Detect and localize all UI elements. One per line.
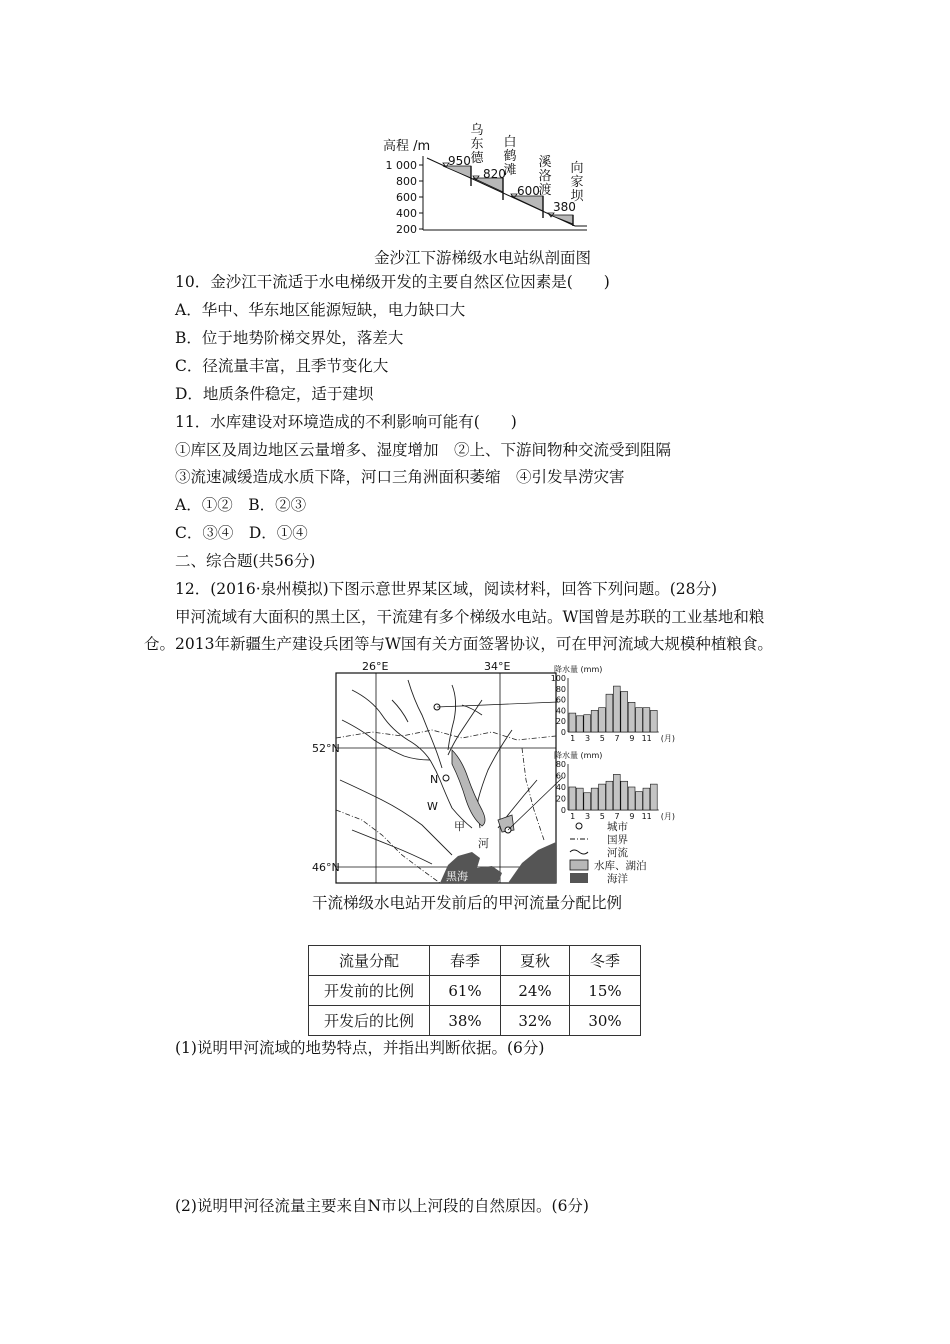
option-10a: A．华中、华东地区能源短缺，电力缺口大 <box>175 301 466 319</box>
chart-x-tick-label: 7 <box>614 734 620 743</box>
legend-reservoir-label: 水库、湖泊 <box>594 860 647 872</box>
elev-xiangjiaba: 380 <box>553 200 576 214</box>
chart-bar <box>569 713 576 732</box>
map-legend <box>570 820 647 885</box>
chart-bar <box>569 787 576 810</box>
profile-caption: 金沙江下游梯级水电站纵剖面图 <box>374 249 592 267</box>
precip-chart-2 <box>554 750 675 821</box>
chart-y-tick-label: 20 <box>555 794 566 804</box>
material-line2: 仓。2013年新疆生产建设兵团等与W国有关方面签署协议，可在甲河流域大规模种植粮食。 <box>144 635 773 653</box>
options-11-cd: C．③④ D．①④ <box>175 524 308 542</box>
chart-bar <box>621 692 628 733</box>
chart-x-tick-label: 9 <box>629 812 635 821</box>
table-header-cell: 流量分配 <box>309 946 430 976</box>
chart-xlabel: (月) <box>660 734 676 743</box>
statements-11-line2: ③流速减缓造成水质下降，河口三角洲面积萎缩 ④引发旱涝灾害 <box>175 468 625 486</box>
table-row <box>309 1006 641 1036</box>
chart-x-tick-label: 11 <box>641 812 652 821</box>
option-10d: D．地质条件稳定，适于建坝 <box>175 385 374 403</box>
chart-x-tick-label: 7 <box>614 812 620 821</box>
question-11: 11．水库建设对环境造成的不利影响可能有( ) <box>175 413 517 431</box>
elev-wudongde: 950 <box>448 154 471 168</box>
chart-bar <box>636 792 643 810</box>
table-row <box>309 976 641 1006</box>
lon-label-34e: 34°E <box>484 660 511 673</box>
chart-bar <box>606 694 613 732</box>
label-jia: 甲 <box>454 820 465 833</box>
chart-x-tick-label: 1 <box>570 812 576 821</box>
station-baihetan-label: 白鹤滩 <box>503 135 517 178</box>
elev-baihetan: 820 <box>483 167 506 181</box>
material-line1: 甲河流域有大面积的黑土区，干流建有多个梯级水电站。W国曾是苏联的工业基地和粮 <box>175 608 765 626</box>
profile-ylabel: 高程 /m <box>383 139 431 154</box>
chart-ylabel: 降水量 (mm) <box>554 665 603 674</box>
chart-x-tick-label: 9 <box>629 734 635 743</box>
legend-sea-label: 海洋 <box>607 873 628 885</box>
station-xiluodu-label: 溪洛渡 <box>538 155 552 198</box>
profile-y-tick: 200 <box>396 223 417 236</box>
legend-sea-icon <box>570 873 588 883</box>
lat-label-46n: 46°N <box>312 861 340 874</box>
chart-y-tick-label: 80 <box>555 760 566 769</box>
table-cell: 30% <box>570 1006 641 1036</box>
label-n: N <box>430 773 439 786</box>
profile-y-tick: 800 <box>396 175 417 188</box>
chart-y-tick-label: 40 <box>555 706 566 716</box>
chart-bar <box>643 788 650 810</box>
lon-label-26e: 26°E <box>362 660 389 673</box>
chart-bar <box>591 710 598 732</box>
elev-xiluodu: 600 <box>517 184 540 198</box>
region-map <box>312 660 682 885</box>
table-header-cell: 夏秋 <box>501 946 570 976</box>
chart-bar <box>606 781 613 810</box>
legend-reservoir-icon <box>570 860 588 870</box>
chart-x-tick-label: 1 <box>570 734 576 743</box>
chart-bar <box>599 784 606 810</box>
chart-bar <box>576 716 583 732</box>
black-sea-label: 黑海 <box>446 870 468 883</box>
chart-y-tick-label: 40 <box>555 783 566 792</box>
chart-x-tick-label: 5 <box>599 812 605 821</box>
table-cell: 61% <box>430 976 501 1006</box>
lat-label-52n: 52°N <box>312 742 340 755</box>
chart-y-tick-label: 0 <box>560 728 566 737</box>
label-w: W <box>427 800 438 813</box>
table-cell: 32% <box>501 1006 570 1036</box>
chart-y-tick-label: 100 <box>550 674 566 683</box>
table-header-cell: 春季 <box>430 946 501 976</box>
chart-y-tick-label: 20 <box>555 717 566 727</box>
chart-bar <box>584 793 591 810</box>
profile-y-tick: 400 <box>396 207 417 220</box>
profile-y-tick: 600 <box>396 191 417 204</box>
station-wudongde-label: 乌东德 <box>470 123 484 166</box>
chart-bar <box>628 787 635 810</box>
legend-city-icon <box>576 823 582 829</box>
chart-bar <box>643 708 650 732</box>
chart-ylabel: 降水量 (mm) <box>554 751 603 760</box>
reservoir-xiluodu <box>511 196 543 211</box>
chart-bar <box>613 686 620 732</box>
option-10b: B．位于地势阶梯交界处，落差大 <box>175 329 404 347</box>
chart-bar <box>621 781 628 810</box>
chart-bar <box>650 710 657 732</box>
chart-xlabel: (月) <box>660 812 676 821</box>
statements-11-line1: ①库区及周边地区云量增多、湿度增加 ②上、下游间物种交流受到阻隔 <box>175 441 672 459</box>
legend-border-label: 国界 <box>607 834 628 846</box>
chart-bar <box>591 788 598 810</box>
table-cell: 38% <box>430 1006 501 1036</box>
legend-city-label: 城市 <box>607 821 628 833</box>
table-cell: 开发后的比例 <box>309 1006 430 1036</box>
section-heading: 二、综合题(共56分) <box>175 552 316 570</box>
chart-bar <box>613 774 620 810</box>
chart-y-tick-label: 60 <box>555 695 566 705</box>
city-n <box>443 775 449 781</box>
sub-question-2: (2)说明甲河径流量主要来自N市以上河段的自然原因。(6分) <box>175 1197 589 1215</box>
table-cell: 24% <box>501 976 570 1006</box>
chart-bar <box>636 708 643 732</box>
profile-figure <box>355 118 605 238</box>
legend-river-icon <box>570 850 588 854</box>
question-12: 12．(2016·泉州模拟)下图示意世界某区域，阅读材料，回答下列问题。(28分) <box>175 580 718 598</box>
legend-river-label: 河流 <box>607 847 628 859</box>
flow-table <box>308 945 641 1036</box>
table-caption: 干流梯级水电站开发前后的甲河流量分配比例 <box>312 894 623 912</box>
label-he: 河 <box>478 837 489 850</box>
options-11-ab: A．①② B．②③ <box>175 496 307 514</box>
chart-bar <box>599 708 606 732</box>
chart-x-tick-label: 11 <box>641 734 652 743</box>
reservoir-xiangjiaba <box>550 215 573 224</box>
chart-x-tick-label: 3 <box>584 812 591 821</box>
chart-bar <box>628 702 635 732</box>
profile-y-ticks <box>386 159 424 236</box>
chart-bar <box>576 788 583 810</box>
chart-bar <box>584 715 591 732</box>
question-10: 10．金沙江干流适于水电梯级开发的主要自然区位因素是( ) <box>175 273 610 291</box>
station-xiangjiaba-label: 向家坝 <box>570 161 584 204</box>
chart-x-tick-label: 5 <box>599 734 605 743</box>
chart-y-tick-label: 0 <box>560 806 566 815</box>
option-10c: C．径流量丰富，且季节变化大 <box>175 357 389 375</box>
precip-chart-1 <box>551 664 675 743</box>
chart-y-tick-label: 80 <box>555 684 566 694</box>
table-header-cell: 冬季 <box>570 946 641 976</box>
sub-question-1: (1)说明甲河流域的地势特点，并指出判断依据。(6分) <box>175 1039 545 1057</box>
chart-y-tick-label: 60 <box>555 771 566 781</box>
chart-bar <box>650 784 657 810</box>
table-cell: 开发前的比例 <box>309 976 430 1006</box>
table-header-row <box>309 946 641 976</box>
profile-y-tick: 1 000 <box>385 159 417 172</box>
chart-x-tick-label: 3 <box>584 734 591 743</box>
table-cell: 15% <box>570 976 641 1006</box>
